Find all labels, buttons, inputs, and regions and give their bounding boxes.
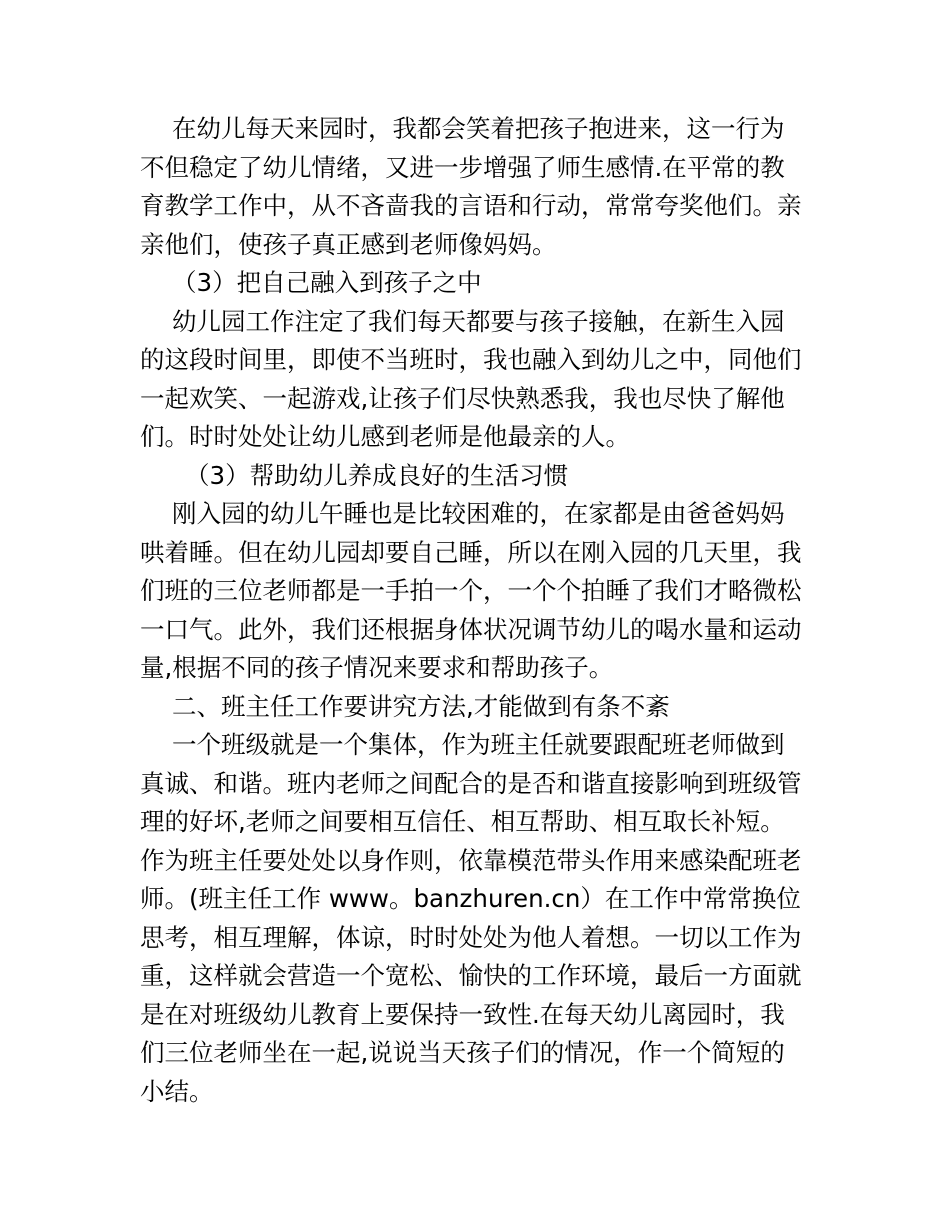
paragraph-line: 师。(班主任工作 www。banzhuren.cn）在工作中常常换位 [140, 884, 801, 913]
paragraph-line: 量,根据不同的孩子情况来要求和帮助孩子。 [140, 653, 614, 682]
paragraph-line: 理的好坏,老师之间要相互信任、相互帮助、相互取长补短。 [140, 807, 785, 836]
paragraph-line: 在幼儿每天来园时，我都会笑着把孩子抱进来，这一行为 [172, 114, 785, 143]
paragraph-line: 重，这样就会营造一个宽松、愉快的工作环境，最后一方面就 [140, 961, 802, 990]
paragraph-line: 小结。 [140, 1076, 214, 1106]
section-heading: （3）把自己融入到孩子之中 [172, 268, 482, 297]
paragraph-line: 亲他们，使孩子真正感到老师像妈妈。 [140, 229, 557, 259]
paragraph-line: 们。时时处处让幼儿感到老师是他最亲的人。 [140, 422, 630, 451]
document-body [140, 110, 820, 1111]
paragraph-line: 不但稳定了幼儿情绪，又进一步增强了师生感情.在平常的教 [140, 152, 785, 182]
section-heading: 二、班主任工作要讲究方法,才能做到有条不紊 [172, 691, 670, 721]
paragraph-line: 的这段时间里，即使不当班时，我也融入到幼儿之中，同他们 [140, 345, 802, 374]
section-heading: （3）帮助幼儿养成良好的生活习惯 [185, 460, 569, 490]
paragraph-line: 刚入园的幼儿午睡也是比较困难的，在家都是由爸爸妈妈 [172, 499, 785, 528]
paragraph-line: 幼儿园工作注定了我们每天都要与孩子接触，在新生入园 [172, 306, 785, 336]
paragraph-line: 育教学工作中，从不吝啬我的言语和行动，常常夸奖他们。亲 [140, 191, 802, 220]
paragraph-line: 真诚、和谐。班内老师之间配合的是否和谐直接影响到班级管 [140, 768, 802, 798]
paragraph-line: 一个班级就是一个集体，作为班主任就要跟配班老师做到 [172, 730, 785, 759]
paragraph-line: 们三位老师坐在一起,说说当天孩子们的情况，作一个简短的 [140, 1038, 785, 1067]
paragraph-line: 哄着睡。但在幼儿园却要自己睡，所以在刚入园的几天里，我 [140, 537, 802, 567]
paragraph-line: 们班的三位老师都是一手拍一个，一个个拍睡了我们才略微松 [140, 576, 802, 605]
paragraph-line: 思考，相互理解，体谅，时时处处为他人着想。一切以工作为 [140, 922, 802, 952]
paragraph-line: 一口气。此外，我们还根据身体状况调节幼儿的喝水量和运动 [140, 614, 802, 644]
paragraph-line: 作为班主任要处处以身作则，依靠模范带头作用来感染配班老 [140, 845, 802, 875]
paragraph-line: 是在对班级幼儿教育上要保持一致性.在每天幼儿离园时，我 [140, 999, 785, 1029]
paragraph-line: 一起欢笑、一起游戏,让孩子们尽快熟悉我，我也尽快了解他 [140, 383, 785, 413]
